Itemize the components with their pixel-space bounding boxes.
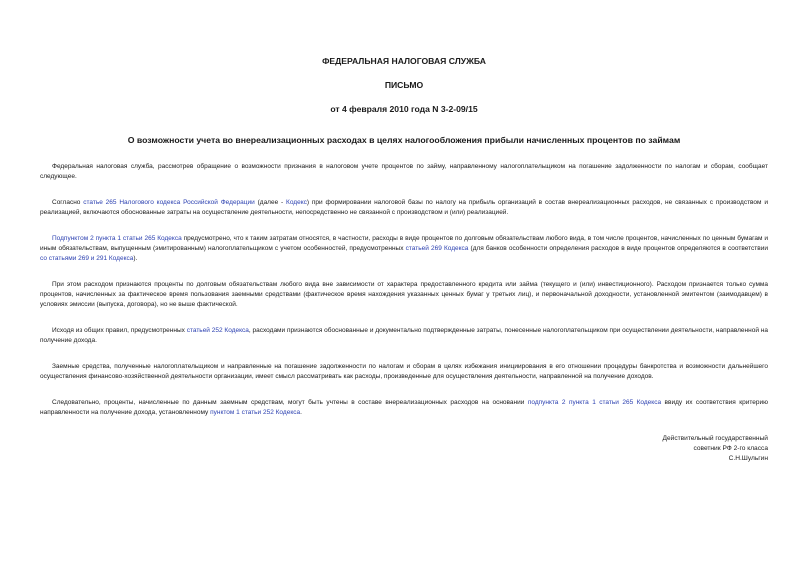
link-article-252[interactable]: статьей 252 Кодекса — [186, 327, 249, 334]
letter-body — [40, 162, 768, 418]
paragraph-text: Заемные средства, полученные налогоплательщиком и направленные на погашение задолженности по налогам и сборам в целях избежания инициирования в его отношении процедуры банкротства и возможности дальнейшего осуществления финансово-хозяйственной деятельности организации, имеет смысл рассматривать как расходы, произведенные для осуществления деятельности, направленной на получение доходов. — [40, 363, 768, 380]
paragraph-text: ввиду их соответствия критерию направленности на получение дохода, установленному — [40, 399, 768, 416]
link-article-265-tax-code[interactable]: статье 265 Налогового кодекса Российской Федерации — [83, 199, 255, 206]
paragraph-3 — [40, 234, 768, 264]
signer-name: С.Н.Шульгин — [728, 455, 768, 462]
paragraph-text: Исходя из общих правил, предусмотренных — [52, 327, 187, 334]
paragraph-text: (далее - — [254, 199, 287, 206]
paragraph-text: , расходами признаются обоснованные и документально подтвержденные затраты, понесенные налогоплательщиком при осуществлении деятельности, направленной на получение дохода. — [40, 327, 768, 344]
organization-title: ФЕДЕРАЛЬНАЯ НАЛОГОВАЯ СЛУЖБА — [322, 56, 486, 66]
paragraph-text: ) при формировании налоговой базы по налогу на прибыль организаций в состав внереализационных расходов, не связанных с производством и реализацией, включаются обоснованные затраты на осуществление деятельности, непосредственно не связанной с производством и (или) реализацией. — [40, 199, 768, 216]
signer-rank-line-1: Действительный государственный — [662, 435, 768, 442]
paragraph-text: Следовательно, проценты, начисленные по данным заемным средствам, могут быть учтены в составе внереализационных расходов на основании — [52, 399, 528, 406]
paragraph-1 — [40, 162, 768, 182]
document-date: от 4 февраля 2010 года N 3-2-09/15 — [330, 104, 478, 114]
signature-block — [40, 434, 768, 464]
signer-rank-line-2: советник РФ 2-го класса — [693, 445, 768, 452]
link-subparagraph-2-point-1-article-265-b[interactable]: подпункта 2 пункта 1 статьи 265 Кодекса — [527, 399, 662, 406]
paragraph-6 — [40, 362, 768, 382]
paragraph-text: При этом расходом признаются проценты по долговым обязательствам любого вида вне зависимости от характера предоставленного кредита или займа (текущего и (или) инвестиционного). Расходом признается только сумма процентов, начисленных за фактическое время пользования заемными средствами (фактическое время нахождения указанных ценных бумаг у третьих лиц), и первоначальной доходности, установленной эмитентом (заимодавцем) в условиях эмиссии (выпуска, договора), но не выше фактической. — [40, 281, 768, 308]
document-type: ПИСЬМО — [384, 80, 424, 90]
link-code[interactable]: Кодекс — [286, 199, 307, 206]
paragraph-7 — [40, 398, 768, 418]
paragraph-text: Согласно — [52, 199, 84, 206]
document-subject: О возможности учета во внереализационных расходах в целях налогообложения прибыли начисленных процентов по займам — [127, 135, 681, 145]
letter-document — [40, 56, 768, 464]
link-articles-269-291[interactable]: со статьями 269 и 291 Кодекса — [40, 255, 134, 262]
paragraph-5 — [40, 326, 768, 346]
paragraph-2 — [40, 198, 768, 218]
link-article-269[interactable]: статьей 269 Кодекса — [405, 245, 469, 252]
link-point-1-article-252[interactable]: пунктом 1 статьи 252 Кодекса — [210, 409, 301, 416]
paragraph-text: Федеральная налоговая служба, рассмотрев обращение о возможности признания в налоговом учете процентов по займу, направленному налогоплательщиком на погашение задолженности по налогам и сборам, сообщает следующее. — [40, 163, 768, 180]
paragraph-text: ). — [133, 255, 138, 262]
paragraph-4 — [40, 280, 768, 310]
paragraph-text: предусмотрено, что к таким затратам относятся, в частности, расходы в виде процентов по долговым обязательствам любого вида, в том числе процентов, начисленных по ценным бумагам и иным обязательствам, выпущенным (эмитированным) налогоплательщиком с учетом особенностей, предусмотренных — [40, 235, 768, 252]
link-subparagraph-2-point-1-article-265[interactable]: Подпунктом 2 пункта 1 статьи 265 Кодекса — [52, 235, 182, 242]
paragraph-text: . — [300, 409, 302, 416]
paragraph-text: (для банков особенности определения расходов в виде процентов определяются в соответствии — [468, 245, 768, 252]
